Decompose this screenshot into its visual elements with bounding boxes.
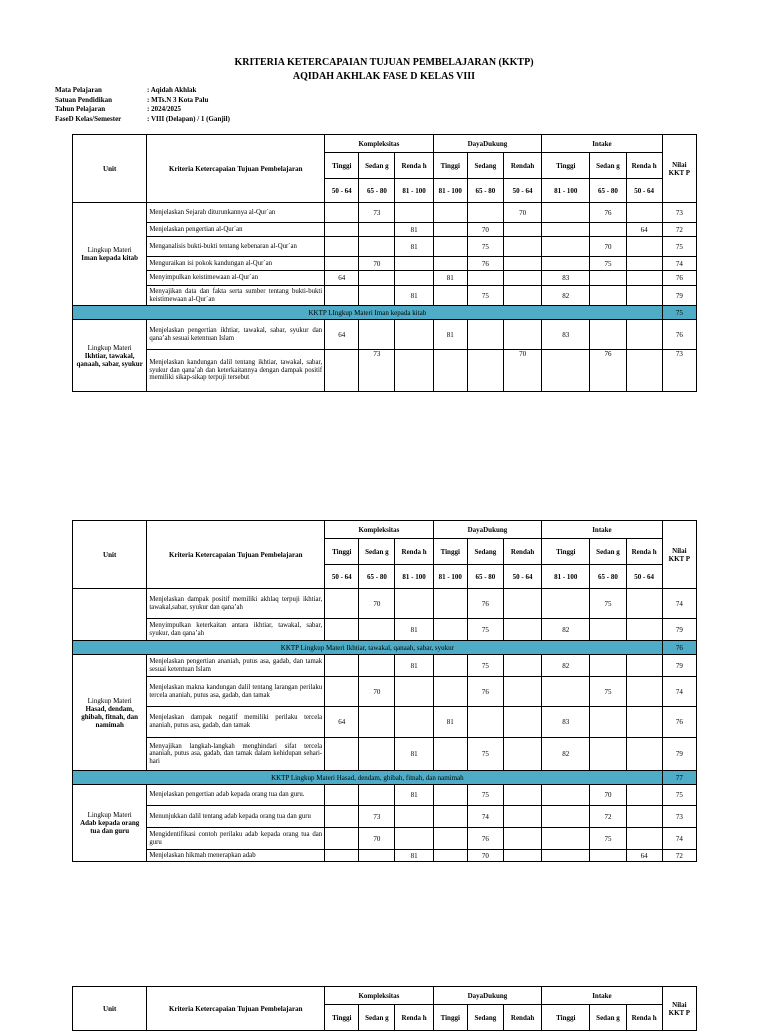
summary-row — [73, 641, 697, 655]
col-sedang: Sedang — [467, 1005, 503, 1031]
col-sedang: Sedang — [467, 153, 503, 179]
value: 64 — [325, 271, 359, 286]
table-row — [73, 806, 697, 828]
value: 74 — [467, 806, 503, 828]
value: 81 — [395, 223, 433, 237]
nilai-value: 72 — [662, 850, 696, 862]
kktp-table-2 — [72, 520, 697, 862]
meta-label: FaseD Kelas/Semester — [55, 114, 122, 123]
unit-cell: Lingkup Materi Iman kepada kitab — [73, 203, 147, 306]
col-kriteria: Kriteria Ketercapaian Tujuan Pembelajaran — [147, 521, 325, 589]
summary-value: 76 — [662, 641, 696, 655]
table-row — [73, 738, 697, 771]
value: 83 — [542, 271, 590, 286]
meta-value: : VIII (Delapan) / 1 (Ganjil) — [147, 114, 230, 123]
summary-label: KKTP Lingkup Materi Hasad, dendam, ghibah, fitnah, dan namimah — [73, 771, 663, 785]
value: 73 — [359, 203, 395, 223]
value: 81 — [395, 738, 433, 771]
value: 83 — [542, 320, 590, 350]
kktp-table-1 — [72, 134, 697, 392]
value: 76 — [467, 589, 503, 619]
range: 81 - 100 — [433, 179, 467, 203]
range: 81 - 100 — [433, 565, 467, 589]
document-subtitle: AQIDAH AKHLAK FASE D KELAS VIII — [292, 71, 476, 82]
col-rendah: Renda h — [395, 153, 433, 179]
col-tinggi: Tinggi — [325, 1005, 359, 1031]
criterion: Menyajikan data dan fakta serta sumber tentang bukti-bukti keistimewaan al-Qur`an — [147, 286, 325, 306]
col-tinggi: Tinggi — [433, 539, 467, 565]
nilai-value: 76 — [662, 271, 696, 286]
value: 64 — [626, 223, 662, 237]
value: 75 — [467, 619, 503, 641]
col-sedang: Sedan g — [590, 1005, 626, 1031]
value: 76 — [467, 677, 503, 707]
value: 81 — [395, 850, 433, 862]
value: 64 — [626, 850, 662, 862]
criterion: Menjelaskan kandungan dalil tentang ikhtiar, tawakal, sabar, syukur dan qana’ah dan keterkaitannya dengan dampak positif memiliki sikap-sikap terpuji tersebut — [147, 350, 325, 392]
range: 50 - 64 — [626, 179, 662, 203]
criterion: Menjelaskan pengertian ananiah, putus asa, gadab, dan tamak sesuai ketentuan Islam — [147, 655, 325, 677]
meta-label: Satuan Pendidikan — [55, 95, 112, 104]
table-row — [73, 223, 697, 237]
col-tinggi: Tinggi — [433, 1005, 467, 1031]
criterion: Menjelaskan pengertian adab kepada orang tua dan guru. — [147, 785, 325, 806]
range: 65 - 80 — [359, 565, 395, 589]
table-row — [73, 619, 697, 641]
col-unit: Unit — [73, 987, 147, 1031]
nilai-value: 79 — [662, 286, 696, 306]
unit-cell: Lingkup Materi Adab kepada orang tua dan guru — [73, 785, 147, 862]
value: 64 — [325, 707, 359, 738]
criterion: Menjelaskan pengertian al-Qur`an — [147, 223, 325, 237]
value: 83 — [542, 707, 590, 738]
range: 81 - 100 — [542, 179, 590, 203]
col-sedang: Sedan g — [590, 153, 626, 179]
nilai-value: 74 — [662, 589, 696, 619]
unit-cell-continued — [73, 589, 147, 641]
range: 65 - 80 — [359, 179, 395, 203]
criterion: Menjelaskan Sejarah diturunkannya al-Qur`an — [147, 203, 325, 223]
value: 75 — [590, 677, 626, 707]
nilai-value: 72 — [662, 223, 696, 237]
table-row — [73, 850, 697, 862]
document-title: KRITERIA KETERCAPAIAN TUJUAN PEMBELAJARAN (KKTP) — [234, 57, 534, 68]
col-kriteria: Kriteria Ketercapaian Tujuan Pembelajaran — [147, 135, 325, 203]
value: 70 — [503, 203, 541, 223]
col-tinggi: Tinggi — [325, 539, 359, 565]
table-row — [73, 785, 697, 806]
nilai-value: 74 — [662, 677, 696, 707]
meta-value: : MTs.N 3 Kota Palu — [147, 95, 209, 104]
criterion: Menyimpulkan keterkaitan antara ikhtiar, tawakal, sabar, syukur, dan qana’ah — [147, 619, 325, 641]
range: 50 - 64 — [503, 179, 541, 203]
kktp-table-3 — [72, 986, 697, 1031]
value: 82 — [542, 655, 590, 677]
criterion: Menyajikan langkah-langkah menghindari sifat tercela ananiah, putus asa, gadab, dan tamak dalam kehidupan sehari-hari — [147, 738, 325, 771]
col-sedang: Sedan g — [359, 539, 395, 565]
col-dayadukung: DayaDukung — [433, 135, 542, 153]
nilai-value: 74 — [662, 828, 696, 850]
value: 73 — [359, 350, 395, 392]
col-rendah: Renda h — [395, 539, 433, 565]
nilai-value: 79 — [662, 738, 696, 771]
nilai-value: 75 — [662, 785, 696, 806]
col-tinggi: Tinggi — [325, 153, 359, 179]
value: 70 — [359, 257, 395, 271]
value: 76 — [590, 203, 626, 223]
value: 64 — [325, 320, 359, 350]
table-row — [73, 257, 697, 271]
col-kompleksitas: Kompleksitas — [325, 987, 433, 1005]
value: 72 — [590, 806, 626, 828]
value: 75 — [467, 785, 503, 806]
range: 65 - 80 — [590, 179, 626, 203]
col-rendah: Renda h — [395, 1005, 433, 1031]
table-row — [73, 320, 697, 350]
unit-cell: Lingkup Materi Ikhtiar, tawakal, qanaah, sabar, syukur — [73, 320, 147, 392]
value: 81 — [395, 286, 433, 306]
value: 81 — [433, 271, 467, 286]
nilai-value: 73 — [662, 350, 696, 392]
summary-value: 75 — [662, 306, 696, 320]
value: 70 — [590, 237, 626, 257]
table-row — [73, 677, 697, 707]
value: 73 — [359, 806, 395, 828]
range: 65 - 80 — [467, 179, 503, 203]
range: 81 - 100 — [395, 565, 433, 589]
col-rendah: Rendah — [503, 153, 541, 179]
value: 81 — [433, 320, 467, 350]
col-intake: Intake — [542, 521, 663, 539]
value: 75 — [467, 286, 503, 306]
value: 70 — [467, 850, 503, 862]
col-rendah: Rendah — [503, 539, 541, 565]
summary-row — [73, 771, 697, 785]
value: 81 — [395, 785, 433, 806]
table-row — [73, 271, 697, 286]
col-sedang: Sedan g — [359, 1005, 395, 1031]
value: 75 — [467, 655, 503, 677]
value: 76 — [467, 828, 503, 850]
col-dayadukung: DayaDukung — [433, 521, 542, 539]
criterion: Menunjukkan dalil tentang adab kepada orang tua dan guru — [147, 806, 325, 828]
criterion: Menjelaskan dampak negatif memiliki perilaku tercela ananiah, putus asa, gadab, dan tamak — [147, 707, 325, 738]
value: 81 — [395, 619, 433, 641]
col-rendah: Renda h — [626, 1005, 662, 1031]
range: 50 - 64 — [503, 565, 541, 589]
value: 70 — [359, 677, 395, 707]
nilai-value: 79 — [662, 655, 696, 677]
nilai-value: 73 — [662, 806, 696, 828]
value: 70 — [467, 223, 503, 237]
value: 70 — [590, 785, 626, 806]
meta-block — [55, 86, 230, 124]
summary-label: KKTP Lingkup Materi Ikhtiar, tawakal, qanaah, sabar, syukur — [73, 641, 663, 655]
summary-label: KKTP LIngkup Materi Iman kepada kitab — [73, 306, 663, 320]
col-tinggi: Tinggi — [542, 153, 590, 179]
value: 75 — [467, 738, 503, 771]
col-nilai: Nilai KKT P — [662, 521, 696, 589]
meta-value: : Aqidah Akhlak — [147, 86, 197, 94]
range: 81 - 100 — [395, 179, 433, 203]
value: 75 — [590, 589, 626, 619]
range: 50 - 64 — [325, 179, 359, 203]
col-intake: Intake — [542, 987, 663, 1005]
col-unit: Unit — [73, 135, 147, 203]
criterion: Menjelaskan dampak positif memiliki akhlaq terpuji ikhtiar, tawakal,sabar, syukur dan qana’ah — [147, 589, 325, 619]
table-row — [73, 203, 697, 223]
col-kompleksitas: Kompleksitas — [325, 135, 433, 153]
col-sedang: Sedan g — [359, 153, 395, 179]
col-rendah: Rendah — [503, 1005, 541, 1031]
value: 81 — [395, 655, 433, 677]
col-dayadukung: DayaDukung — [433, 987, 542, 1005]
col-sedang: Sedang — [467, 539, 503, 565]
value: 76 — [467, 257, 503, 271]
value: 81 — [433, 707, 467, 738]
range: 50 - 64 — [626, 565, 662, 589]
value: 75 — [590, 257, 626, 271]
col-intake: Intake — [542, 135, 663, 153]
col-rendah: Renda h — [626, 539, 662, 565]
criterion: Menjelaskan makna kandungan dalil tentang larangan perilaku tercela ananiah, putus asa, gadab, dan tamak — [147, 677, 325, 707]
meta-label: Tahun Pelajaran — [55, 105, 106, 114]
col-tinggi: Tinggi — [542, 539, 590, 565]
meta-label: Mata Pelajaran — [55, 86, 102, 94]
nilai-value: 74 — [662, 257, 696, 271]
criterion: Menjelaskan pengertian ikhtiar, tawakal, sabar, syukur dan qana’ah sesuai ketentuan Islam — [147, 320, 325, 350]
col-rendah: Renda h — [626, 153, 662, 179]
table-row — [73, 237, 697, 257]
col-unit: Unit — [73, 521, 147, 589]
criterion: Menganalisis bukti-bukti tentang kebenaran al-Qur`an — [147, 237, 325, 257]
range: 50 - 64 — [325, 565, 359, 589]
value: 75 — [467, 237, 503, 257]
value: 75 — [590, 828, 626, 850]
criterion: Menjelaskan hikmah menerapkan adab — [147, 850, 325, 862]
summary-value: 77 — [662, 771, 696, 785]
value: 70 — [359, 828, 395, 850]
nilai-value: 79 — [662, 619, 696, 641]
table-row — [73, 589, 697, 619]
value: 81 — [395, 237, 433, 257]
nilai-value: 76 — [662, 707, 696, 738]
nilai-value: 76 — [662, 320, 696, 350]
range: 81 - 100 — [542, 565, 590, 589]
table-row — [73, 707, 697, 738]
table-row — [73, 286, 697, 306]
range: 65 - 80 — [590, 565, 626, 589]
nilai-value: 75 — [662, 237, 696, 257]
value: 82 — [542, 286, 590, 306]
range: 65 - 80 — [467, 565, 503, 589]
summary-row — [73, 306, 697, 320]
col-kriteria: Kriteria Ketercapaian Tujuan Pembelajaran — [147, 987, 325, 1031]
criterion: Menyimpulkan keistimewaan al-Qur`an — [147, 271, 325, 286]
value: 82 — [542, 619, 590, 641]
value: 76 — [590, 350, 626, 392]
table-row — [73, 655, 697, 677]
col-nilai: Nilai KKT P — [662, 987, 696, 1031]
table-row — [73, 350, 697, 392]
value: 70 — [503, 350, 541, 392]
unit-cell: Lingkup Materi Hasad, dendam, ghibah, fitnah, dan namimah — [73, 655, 147, 771]
value: 70 — [359, 589, 395, 619]
value: 82 — [542, 738, 590, 771]
criterion: Menguraikan isi pokok kandungan al-Qur`an — [147, 257, 325, 271]
table-row — [73, 828, 697, 850]
col-sedang: Sedan g — [590, 539, 626, 565]
nilai-value: 73 — [662, 203, 696, 223]
criterion: Mengidentifikasi contoh perilaku adab kepada orang tua dan guru — [147, 828, 325, 850]
meta-value: : 2024/2025 — [147, 105, 182, 114]
col-tinggi: Tinggi — [433, 153, 467, 179]
col-kompleksitas: Kompleksitas — [325, 521, 433, 539]
col-nilai: Nilai KKT P — [662, 135, 696, 203]
col-tinggi: Tinggi — [542, 1005, 590, 1031]
